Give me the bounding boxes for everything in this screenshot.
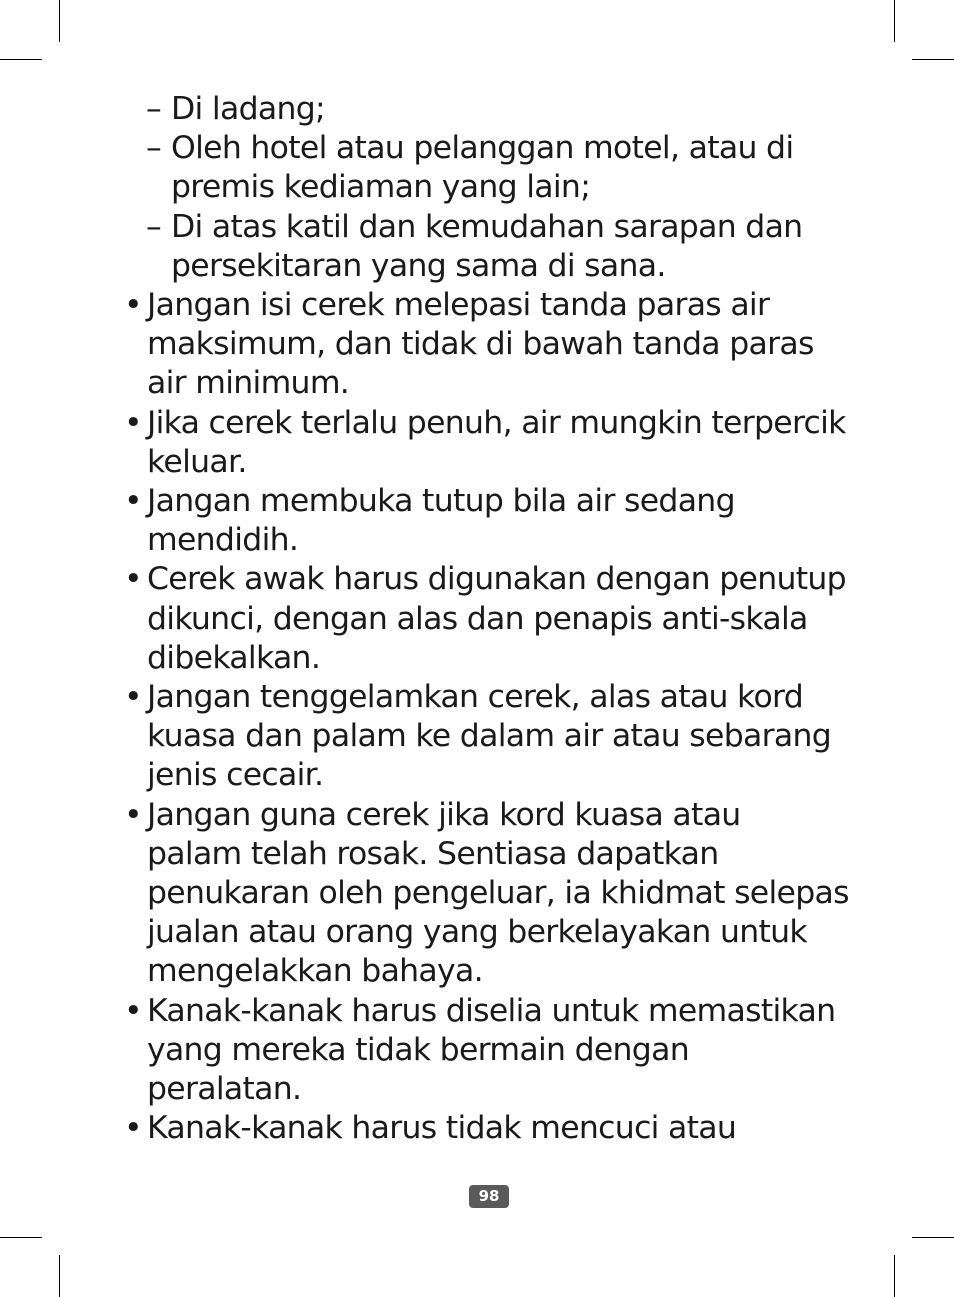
dash-item-marker: – bbox=[146, 130, 162, 167]
bullet-item-marker: • bbox=[124, 679, 143, 715]
bullet-item-text-line: palam telah rosak. Sentiasa dapatkan bbox=[147, 835, 719, 872]
bullet-item-text-line: Kanak-kanak harus tidak mencuci atau bbox=[147, 1110, 737, 1147]
bullet-item-text-line: Kanak-kanak harus diselia untuk memastikan bbox=[147, 992, 836, 1029]
crop-mark-bottom-left-vertical bbox=[59, 1255, 60, 1297]
bullet-item-text-line: kuasa dan palam ke dalam air atau sebarang bbox=[147, 718, 832, 755]
bullet-item-text-line: dibekalkan. bbox=[147, 639, 321, 676]
bullet-item-text-line: penukaran oleh pengeluar, ia khidmat selepas bbox=[147, 875, 849, 911]
bullet-item-marker: • bbox=[124, 404, 143, 441]
bullet-item-marker: • bbox=[124, 483, 143, 519]
bullet-item-text-line: keluar. bbox=[147, 443, 247, 480]
bullet-item-text-line: jualan atau orang yang berkelayakan untuk bbox=[147, 914, 807, 951]
bullet-item-text-line: peralatan. bbox=[147, 1071, 302, 1107]
dash-item-text-line: Di ladang; bbox=[171, 91, 325, 127]
bullet-item-text-line: maksimum, dan tidak di bawah tanda paras bbox=[147, 326, 814, 363]
bullet-item-text-line: dikunci, dengan alas dan penapis anti-skala bbox=[147, 600, 808, 637]
crop-mark-top-right-vertical bbox=[894, 0, 895, 42]
crop-mark-top-right-horizontal bbox=[912, 59, 954, 60]
bullet-item-text-line: mengelakkan bahaya. bbox=[147, 953, 483, 990]
bullet-item-marker: • bbox=[124, 992, 143, 1029]
dash-item-text-line: persekitaran yang sama di sana. bbox=[171, 247, 666, 284]
bullet-item-text-line: Jangan membuka tutup bila air sedang bbox=[147, 483, 735, 519]
bullet-item-text-line: Jangan isi cerek melepasi tanda paras air bbox=[147, 287, 770, 323]
page-number-badge: 98 bbox=[469, 1185, 509, 1208]
bullet-item-marker: • bbox=[124, 287, 143, 323]
bullet-item-text-line: Jangan tenggelamkan cerek, alas atau kord bbox=[147, 679, 804, 715]
crop-mark-bottom-right-horizontal bbox=[912, 1237, 954, 1238]
crop-mark-top-left-vertical bbox=[59, 0, 60, 42]
dash-item-text-line: Di atas katil dan kemudahan sarapan dan bbox=[171, 208, 803, 245]
dash-item-text-line: Oleh hotel atau pelanggan motel, atau di bbox=[171, 130, 794, 167]
bullet-item-marker: • bbox=[124, 796, 143, 833]
dash-item-marker: – bbox=[146, 208, 162, 245]
bullet-item-text-line: yang mereka tidak bermain dengan bbox=[147, 1031, 689, 1068]
bullet-item-text-line: Cerek awak harus digunakan dengan penutup bbox=[147, 561, 846, 598]
bullet-item-text-line: jenis cecair. bbox=[147, 757, 324, 794]
crop-mark-bottom-right-vertical bbox=[894, 1255, 895, 1297]
crop-mark-bottom-left-horizontal bbox=[0, 1237, 42, 1238]
bullet-item-marker: • bbox=[124, 1110, 143, 1147]
bullet-item-marker: • bbox=[124, 561, 143, 598]
dash-item-text-line: premis kediaman yang lain; bbox=[171, 169, 591, 206]
bullet-item-text-line: air minimum. bbox=[147, 365, 350, 402]
dash-item-marker: – bbox=[146, 91, 162, 127]
bullet-item-text-line: Jangan guna cerek jika kord kuasa atau bbox=[147, 796, 741, 833]
bullet-item-text-line: Jika cerek terlalu penuh, air mungkin terpercik bbox=[147, 404, 846, 441]
bullet-item-text-line: mendidih. bbox=[147, 522, 299, 559]
crop-mark-top-left-horizontal bbox=[0, 59, 42, 60]
